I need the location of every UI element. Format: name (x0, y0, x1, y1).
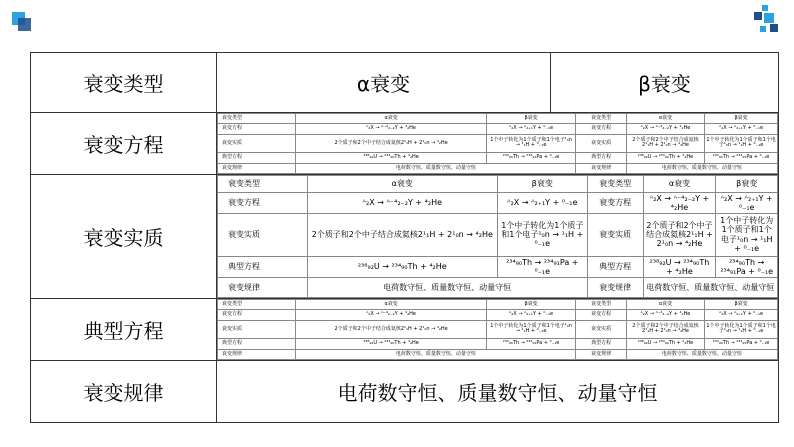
mini-alpha-essence: 2个质子和2个中子结合成氦核2¹₁H + 2¹₀n → ⁴₂He (296, 134, 486, 153)
mini-beta-eq: ᴬ₂X → ᴬ₂₊₁Y + ⁰₋₁e (486, 124, 576, 134)
mid-type: 衰变类型 (218, 176, 308, 193)
mid-beta-essence-2: 1个中子转化为1个质子和1个电子¹₀n → ¹₁H + ⁰₋₁e (716, 213, 778, 256)
mid-law: 衰变规律 (218, 278, 308, 298)
bot-alpha-essence-2: 2个质子和2个中子结合成氦核2¹₁H + 2¹₀n → ⁴₂He (626, 320, 704, 339)
bot-eq-2: 衰变方程 (576, 310, 626, 320)
bot-law: 衰变规律 (218, 349, 296, 359)
mid-typical-2: 典型方程 (587, 256, 643, 278)
mini-essence: 衰变实质 (218, 134, 296, 153)
bot-alpha-typical-2: ²³⁸₉₂U → ²³⁴₉₀Th + ⁴₂He (626, 339, 704, 349)
mini-alpha-eq: ᴬ₂X → ᴬ⁻⁴₂₋₂Y + ⁴₂He (296, 124, 486, 134)
embedded-table-middle (217, 175, 778, 298)
mini-law-text-2: 电荷数守恒、质量数守恒、动量守恒 (626, 163, 777, 173)
typical-image-cell (217, 299, 779, 361)
mini-law-text: 电荷数守恒、质量数守恒、动量守恒 (296, 163, 576, 173)
mini-beta-essence-2: 1个中子转化为1个质子和1个电子¹₀n → ¹₁H + ⁰₋₁e (705, 134, 778, 153)
mid-alpha-essence-2: 2个质子和2个中子结合成氦核2¹₁H + 2¹₀n → ⁴₂He (643, 213, 716, 256)
bot-law-2: 衰变规律 (576, 349, 626, 359)
mid-eq: 衰变方程 (218, 193, 308, 214)
mid-alpha-2: α衰变 (643, 176, 716, 193)
row-label-equation (31, 113, 217, 175)
bot-essence-2: 衰变实质 (576, 320, 626, 339)
mid-beta-eq: ᴬ₂X → ᴬ₂₊₁Y + ⁰₋₁e (497, 193, 587, 214)
mini-alpha-typical-2: ²³⁸₉₂U → ²³⁴₉₀Th + ⁴₂He (626, 153, 704, 163)
row-label-essence-text: 衰变实质 (83, 226, 164, 250)
mid-type-2: 衰变类型 (587, 176, 643, 193)
mini-essence-2: 衰变实质 (576, 134, 626, 153)
embedded-table-top (217, 113, 778, 174)
mini-alpha: α衰变 (296, 114, 486, 124)
mid-law-2: 衰变规律 (587, 278, 643, 298)
bot-beta-essence: 1个中子转化为1个质子和1个电子¹₀n → ¹₁H + ⁰₋₁e (486, 320, 576, 339)
bot-law-text: 电荷数守恒、质量数守恒、动量守恒 (296, 349, 576, 359)
header-alpha-cell (217, 53, 551, 113)
bot-alpha: α衰变 (296, 300, 486, 310)
header-type-cell (31, 53, 217, 113)
header-beta-label: β衰变 (638, 72, 691, 96)
law-text: 电荷数守恒、质量数守恒、动量守恒 (337, 381, 658, 405)
mid-alpha-typical: ²³⁸₉₂U → ²³⁴₉₀Th + ⁴₂He (307, 256, 497, 278)
embedded-table-bottom (217, 299, 778, 360)
decay-comparison-table (30, 52, 779, 423)
bot-beta: β衰变 (486, 300, 576, 310)
mid-beta-essence: 1个中子转化为1个质子和1个电子¹₀n → ¹₁H + ⁰₋₁e (497, 213, 587, 256)
mid-alpha-typical-2: ²³⁸₉₂U → ²³⁴₉₀Th + ⁴₂He (643, 256, 716, 278)
mid-law-text-2: 电荷数守恒、质量数守恒、动量守恒 (643, 278, 777, 298)
mini-law-2: 衰变规律 (576, 163, 626, 173)
bot-eq: 衰变方程 (218, 310, 296, 320)
bot-beta-typical-2: ²³⁴₉₀Th → ²³⁴₉₁Pa + ⁰₋₁e (705, 339, 778, 349)
mid-alpha: α衰变 (307, 176, 497, 193)
bot-beta-2: β衰变 (705, 300, 778, 310)
mini-beta-essence: 1个中子转化为1个质子和1个电子¹₀n → ¹₁H + ⁰₋₁e (486, 134, 576, 153)
bot-alpha-typical: ²³⁸₉₂U → ²³⁴₉₀Th + ⁴₂He (296, 339, 486, 349)
mid-essence: 衰变实质 (218, 213, 308, 256)
mini-typical: 典型方程 (218, 153, 296, 163)
row-label-essence (31, 175, 217, 299)
mini-type: 衰变类型 (218, 114, 296, 124)
bot-alpha-eq: ᴬ₂X → ᴬ⁻⁴₂₋₂Y + ⁴₂He (296, 310, 486, 320)
mid-beta-typical-2: ²³⁴₉₀Th → ²³⁴₉₁Pa + ⁰₋₁e (716, 256, 778, 278)
mini-eq-2: 衰变方程 (576, 124, 626, 134)
mini-beta: β衰变 (486, 114, 576, 124)
row-label-law-text: 衰变规律 (83, 381, 164, 405)
mid-essence-2: 衰变实质 (587, 213, 643, 256)
mid-beta-eq-2: ᴬ₂X → ᴬ₂₊₁Y + ⁰₋₁e (716, 193, 778, 214)
bot-type: 衰变类型 (218, 300, 296, 310)
row-label-equation-text: 衰变方程 (83, 133, 164, 157)
header-alpha-label: α衰变 (356, 72, 411, 96)
mid-beta-typical: ²³⁴₉₀Th → ²³⁴₉₁Pa + ⁰₋₁e (497, 256, 587, 278)
essence-image-cell (217, 175, 779, 299)
mid-beta: β衰变 (497, 176, 587, 193)
mini-beta-eq-2: ᴬ₂X → ᴬ₂₊₁Y + ⁰₋₁e (705, 124, 778, 134)
mini-alpha-2: α衰变 (626, 114, 704, 124)
bot-essence: 衰变实质 (218, 320, 296, 339)
mid-alpha-eq: ᴬ₂X → ᴬ⁻⁴₂₋₂Y + ⁴₂He (307, 193, 497, 214)
bot-beta-typical: ²³⁴₉₀Th → ²³⁴₉₁Pa + ⁰₋₁e (486, 339, 576, 349)
bot-typical-2: 典型方程 (576, 339, 626, 349)
equation-image-cell (217, 113, 779, 175)
header-type-label: 衰变类型 (83, 72, 164, 96)
mini-law: 衰变规律 (218, 163, 296, 173)
row-label-typical-text: 典型方程 (83, 319, 164, 343)
bot-type-2: 衰变类型 (576, 300, 626, 310)
mid-typical: 典型方程 (218, 256, 308, 278)
bot-beta-essence-2: 1个中子转化为1个质子和1个电子¹₀n → ¹₁H + ⁰₋₁e (705, 320, 778, 339)
bot-beta-eq: ᴬ₂X → ᴬ₂₊₁Y + ⁰₋₁e (486, 310, 576, 320)
mini-beta-typical: ²³⁴₉₀Th → ²³⁴₉₁Pa + ⁰₋₁e (486, 153, 576, 163)
bot-alpha-2: α衰变 (626, 300, 704, 310)
mini-alpha-eq-2: ᴬ₂X → ᴬ⁻⁴₂₋₂Y + ⁴₂He (626, 124, 704, 134)
mini-eq: 衰变方程 (218, 124, 296, 134)
mini-beta-2: β衰变 (705, 114, 778, 124)
bot-law-text-2: 电荷数守恒、质量数守恒、动量守恒 (626, 349, 777, 359)
mid-beta-2: β衰变 (716, 176, 778, 193)
bot-typical: 典型方程 (218, 339, 296, 349)
mid-law-text: 电荷数守恒、质量数守恒、动量守恒 (307, 278, 587, 298)
bot-beta-eq-2: ᴬ₂X → ᴬ₂₊₁Y + ⁰₋₁e (705, 310, 778, 320)
header-beta-cell (551, 53, 779, 113)
mini-beta-typical-2: ²³⁴₉₀Th → ²³⁴₉₁Pa + ⁰₋₁e (705, 153, 778, 163)
mid-alpha-eq-2: ᴬ₂X → ᴬ⁻⁴₂₋₂Y + ⁴₂He (643, 193, 716, 214)
bot-alpha-eq-2: ᴬ₂X → ᴬ⁻⁴₂₋₂Y + ⁴₂He (626, 310, 704, 320)
mid-eq-2: 衰变方程 (587, 193, 643, 214)
mini-typical-2: 典型方程 (576, 153, 626, 163)
law-cell (217, 361, 779, 423)
mini-alpha-essence-2: 2个质子和2个中子结合成氦核2¹₁H + 2¹₀n → ⁴₂He (626, 134, 704, 153)
mid-alpha-essence: 2个质子和2个中子结合成氦核2¹₁H + 2¹₀n → ⁴₂He (307, 213, 497, 256)
mini-alpha-typical: ²³⁸₉₂U → ²³⁴₉₀Th + ⁴₂He (296, 153, 486, 163)
bot-alpha-essence: 2个质子和2个中子结合成氦核2¹₁H + 2¹₀n → ⁴₂He (296, 320, 486, 339)
row-label-law (31, 361, 217, 423)
row-label-typical (31, 299, 217, 361)
mini-type-2: 衰变类型 (576, 114, 626, 124)
